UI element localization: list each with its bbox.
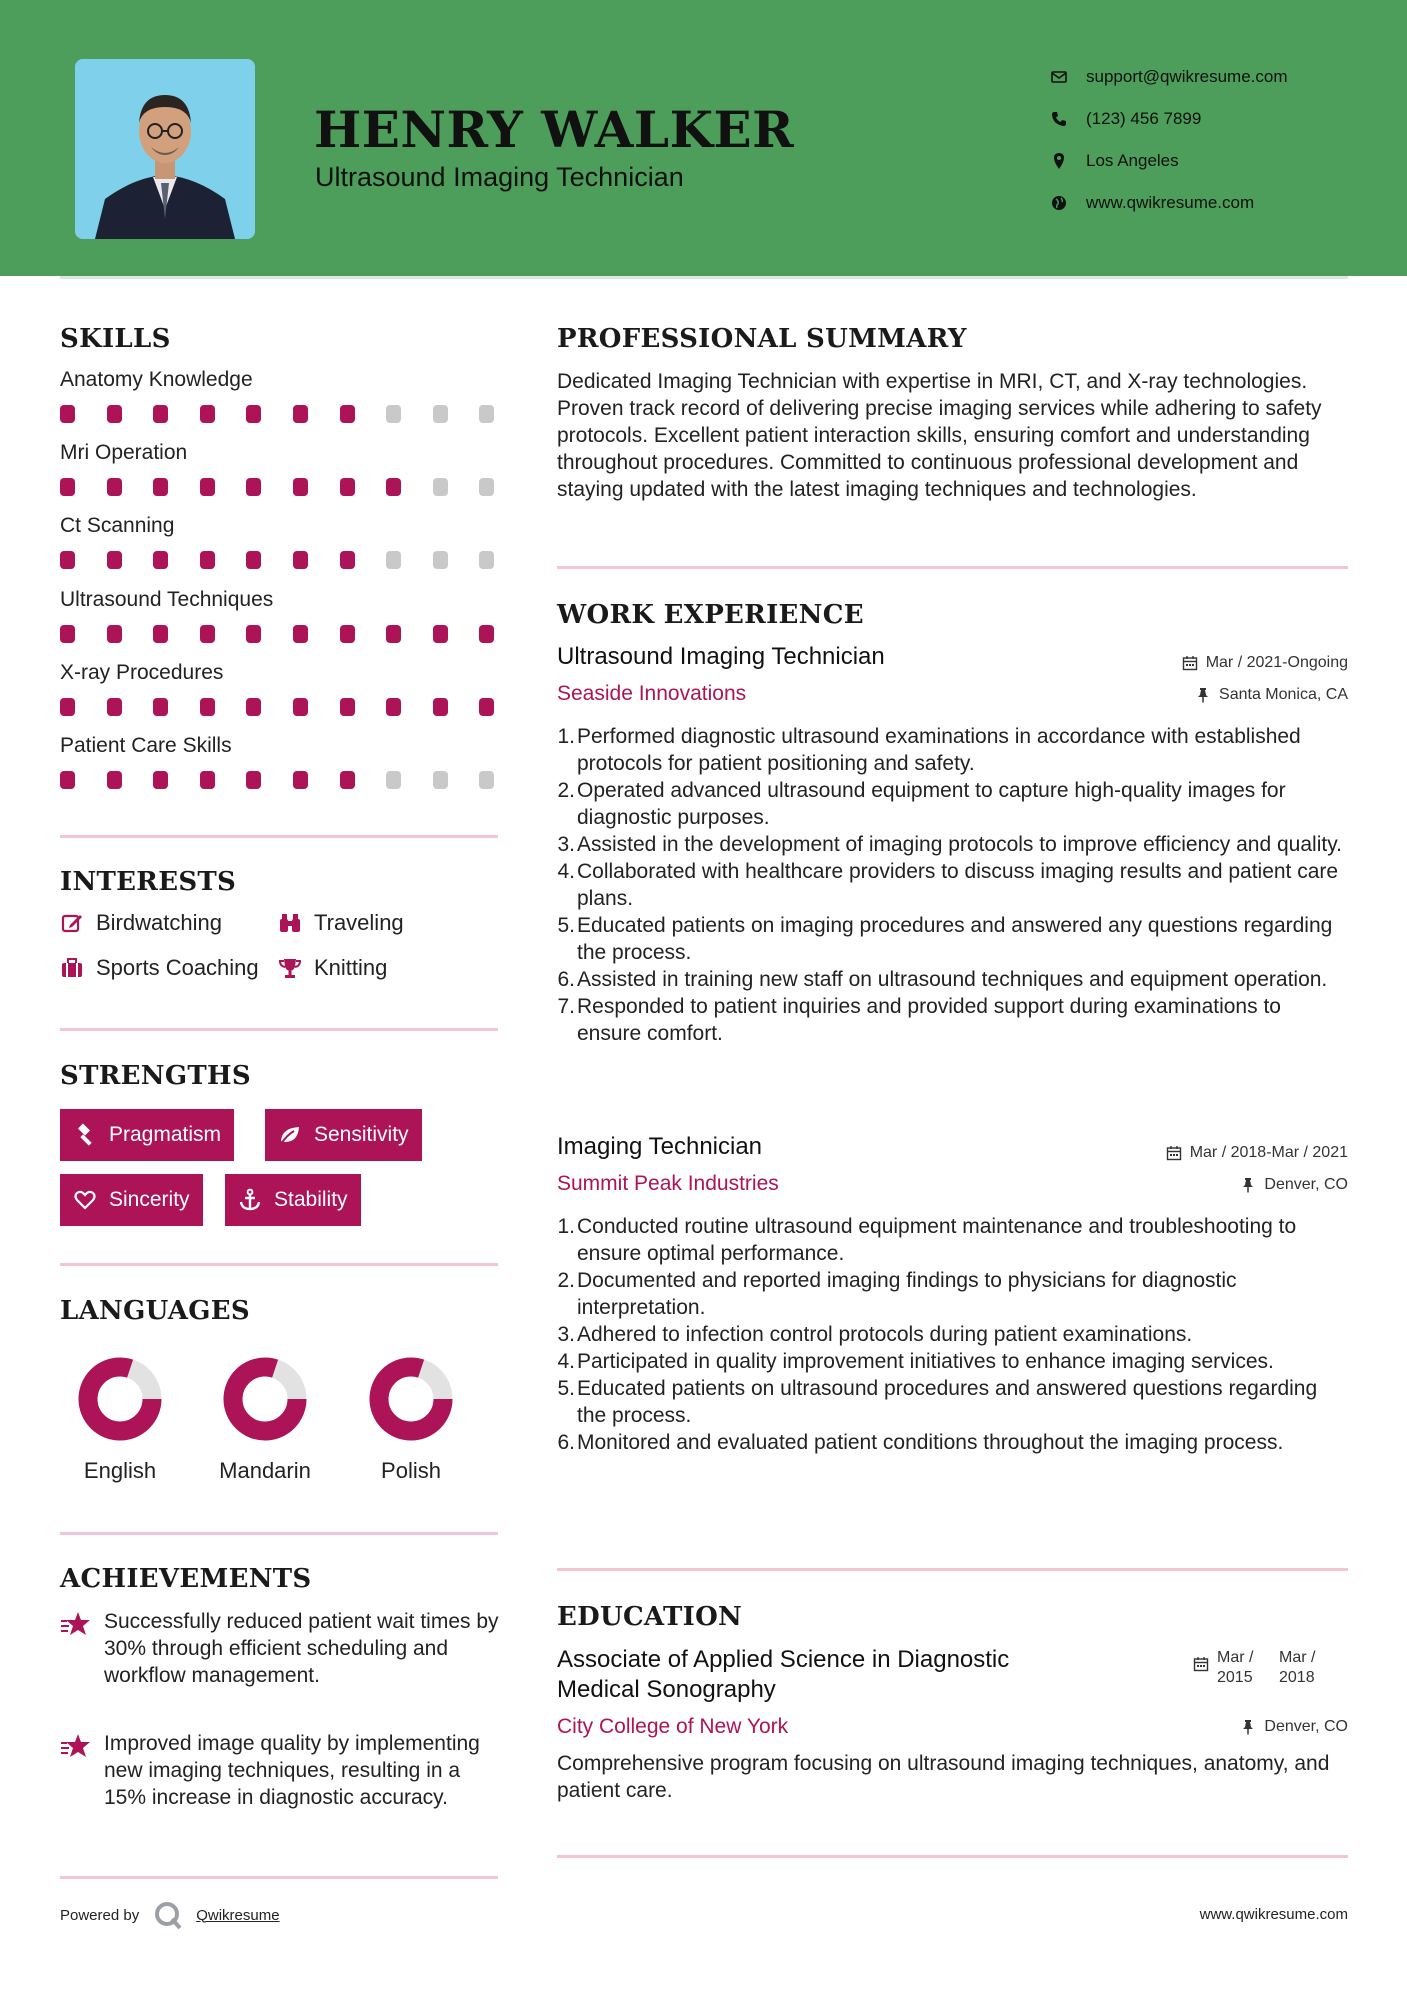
calendar-icon (1182, 655, 1198, 671)
skill-dot-filled (479, 698, 494, 716)
strength-badge (60, 1174, 203, 1226)
skill-dot-filled (340, 405, 355, 423)
job-dates-text: Mar / 2021-Ongoing (1205, 654, 1348, 671)
skill-dot-filled (153, 405, 168, 423)
footer-url[interactable]: www.qwikresume.com (1199, 1906, 1348, 1923)
job-duties (557, 723, 1347, 1047)
job-duties (557, 1213, 1347, 1456)
duty-item (557, 993, 1347, 1047)
education-description: Comprehensive program focusing on ultrasound imaging techniques, anatomy, and patient care. (557, 1752, 1330, 1802)
heart-icon (73, 1188, 97, 1212)
job-title: Imaging Technician (557, 1133, 763, 1160)
section-divider (60, 1263, 498, 1266)
job-dates (1182, 654, 1348, 672)
skill-name: Patient Care Skills (60, 734, 232, 757)
header-banner (0, 0, 1407, 276)
education-heading: EDUCATION (557, 1602, 743, 1632)
skill-dot-empty (479, 771, 494, 789)
duty-item (557, 912, 1347, 966)
education-end-month: Mar / (1279, 1649, 1316, 1666)
job-dates (1166, 1144, 1348, 1162)
strength-badge (60, 1109, 234, 1161)
duty-number: 5 . (557, 1375, 575, 1429)
duty-number: 6 . (557, 1429, 575, 1456)
achievement-text: Successfully reduced patient wait times by 30% through efficient scheduling and workflow management. (104, 1610, 499, 1687)
duty-number: 1 . (557, 723, 575, 777)
skill-dot-filled (107, 698, 122, 716)
contact-email-text: support@qwikresume.com (1086, 67, 1288, 86)
section-divider (60, 1876, 498, 1879)
duty-item (557, 777, 1347, 831)
map-marker-icon (1050, 152, 1068, 170)
education-dates (1193, 1648, 1335, 1688)
globe-icon (1050, 194, 1068, 212)
section-divider (557, 1855, 1348, 1858)
skill-dot-empty (433, 478, 448, 496)
skill-dot-filled (433, 625, 448, 643)
skill-dot-filled (340, 551, 355, 569)
skill-dot-filled (153, 551, 168, 569)
suitcase-icon (60, 956, 84, 980)
gavel-icon (73, 1123, 97, 1147)
strength-label: Sensitivity (314, 1123, 409, 1146)
duty-item (557, 1348, 1347, 1375)
language-item (356, 1356, 466, 1484)
language-item (210, 1356, 320, 1484)
education-location-text: Denver, CO (1264, 1718, 1348, 1735)
duty-item (557, 1321, 1347, 1348)
duty-item (557, 1429, 1347, 1456)
skill-dot-filled (246, 551, 261, 569)
achievement-item (60, 1730, 500, 1811)
strength-badge (265, 1109, 422, 1161)
skill-dot-filled (340, 478, 355, 496)
achievement-text: Improved image quality by implementing new imaging techniques, resulting in a 15% increase in diagnostic accuracy. (104, 1732, 480, 1809)
skill-name: Anatomy Knowledge (60, 368, 253, 391)
trophy-icon (278, 956, 302, 980)
skill-dot-filled (153, 698, 168, 716)
skill-dot-empty (479, 405, 494, 423)
skill-dot-filled (386, 698, 401, 716)
job-company: Summit Peak Industries (557, 1172, 779, 1195)
skill-dot-filled (107, 478, 122, 496)
interest-item (278, 955, 387, 981)
skill-dot-filled (60, 478, 75, 496)
language-proficiency-donut (77, 1356, 163, 1442)
footer-powered-by (60, 1900, 280, 1930)
duty-item (557, 831, 1347, 858)
interest-label: Birdwatching (96, 910, 222, 935)
duty-item (557, 723, 1347, 777)
language-proficiency-donut (222, 1356, 308, 1442)
pushpin-icon (1195, 687, 1211, 703)
duty-text: Participated in quality improvement initiatives to enhance imaging services. (577, 1350, 1274, 1373)
skill-dot-filled (340, 698, 355, 716)
skill-dot-filled (60, 405, 75, 423)
skill-name: Ct Scanning (60, 514, 175, 537)
job-location (1240, 1176, 1348, 1194)
strength-label: Sincerity (109, 1188, 190, 1211)
candidate-name: HENRY WALKER (314, 100, 795, 159)
edit-icon (60, 911, 84, 935)
duty-number: 3 . (557, 1321, 575, 1348)
skill-dot-filled (60, 771, 75, 789)
duty-number: 7 . (557, 993, 575, 1047)
duty-text: Documented and reported imaging findings to physicians for diagnostic interpretation. (577, 1269, 1237, 1319)
skill-dot-empty (386, 405, 401, 423)
profile-photo (75, 59, 255, 239)
language-label: Polish (381, 1458, 441, 1483)
skill-rating (60, 771, 498, 789)
skill-dot-filled (433, 698, 448, 716)
skill-dot-filled (153, 478, 168, 496)
interest-item (60, 910, 222, 936)
education-start-year: 2015 (1217, 1669, 1253, 1686)
skill-dot-empty (433, 551, 448, 569)
strength-label: Stability (274, 1188, 348, 1211)
interest-label: Traveling (314, 910, 404, 935)
education-school: City College of New York (557, 1715, 789, 1738)
skill-dot-filled (200, 405, 215, 423)
skill-dot-filled (200, 771, 215, 789)
contact-website-text: www.qwikresume.com (1086, 193, 1255, 212)
duty-number: 6 . (557, 966, 575, 993)
qwikresume-link[interactable]: Qwikresume (196, 1906, 280, 1924)
duty-number: 2 . (557, 777, 575, 831)
duty-item (557, 1375, 1347, 1429)
duty-item (557, 966, 1347, 993)
interest-label: Sports Coaching (96, 955, 259, 980)
skill-dot-filled (246, 405, 261, 423)
interest-label: Knitting (314, 955, 388, 980)
skills-heading: SKILLS (60, 324, 171, 354)
experience-heading: WORK EXPERIENCE (557, 600, 864, 630)
skill-rating (60, 698, 498, 716)
person-portrait-icon (75, 59, 255, 239)
skill-dot-filled (386, 625, 401, 643)
phone-icon (1050, 110, 1068, 128)
language-label: Mandarin (219, 1458, 311, 1483)
duty-number: 1 . (557, 1213, 575, 1267)
summary-heading: PROFESSIONAL SUMMARY (557, 324, 967, 354)
pushpin-icon (1240, 1719, 1256, 1735)
skill-dot-filled (60, 698, 75, 716)
calendar-icon (1193, 1656, 1209, 1672)
section-divider (60, 1532, 498, 1535)
duty-number: 5 . (557, 912, 575, 966)
star-icon (60, 1732, 92, 1760)
skill-dot-filled (293, 405, 308, 423)
job-location-text: Santa Monica, CA (1219, 686, 1348, 703)
skill-dot-filled (293, 551, 308, 569)
interests-heading: INTERESTS (60, 867, 237, 897)
header-divider (60, 276, 1348, 279)
education-end (1275, 1648, 1335, 1688)
skill-dot-filled (107, 551, 122, 569)
strengths-heading: STRENGTHS (60, 1061, 251, 1091)
skill-name: X-ray Procedures (60, 661, 224, 684)
section-divider (60, 835, 498, 838)
strength-label: Pragmatism (109, 1123, 222, 1146)
duty-text: Adhered to infection control protocols during patient examinations. (577, 1323, 1193, 1346)
skill-name: Ultrasound Techniques (60, 588, 274, 611)
summary-text: Dedicated Imaging Technician with expertise in MRI, CT, and X-ray technologies. Proven track record of delivering precise imaging services while adhering to safety protocols. Excellent patient interaction skills, ensuring comfort and understanding throughout procedures. Committed to continuous professional development and staying updated with the latest imaging techniques and technologies. (557, 370, 1322, 501)
skill-dot-filled (246, 478, 261, 496)
education-degree-line1: Associate of Applied Science in Diagnostic (557, 1646, 1010, 1673)
language-label: English (83, 1458, 157, 1483)
duty-item (557, 1267, 1347, 1321)
envelope-icon (1050, 68, 1068, 86)
skill-dot-filled (340, 625, 355, 643)
contact-email[interactable] (1050, 56, 1288, 98)
leaf-icon (278, 1123, 302, 1147)
skill-rating (60, 478, 498, 496)
skill-dot-filled (246, 625, 261, 643)
contact-phone[interactable] (1050, 98, 1288, 140)
education-end-year: 2018 (1279, 1669, 1315, 1686)
duty-text: Conducted routine ultrasound equipment maintenance and troubleshooting to ensure optimal performance. (577, 1215, 1297, 1265)
duty-number: 4 . (557, 858, 575, 912)
skill-dot-filled (200, 551, 215, 569)
pushpin-icon (1240, 1177, 1256, 1193)
duty-number: 4 . (557, 1348, 575, 1375)
skill-dot-filled (153, 771, 168, 789)
achievements-heading: ACHIEVEMENTS (60, 1564, 312, 1594)
section-divider (557, 1568, 1348, 1571)
candidate-title: Ultrasound Imaging Technician (315, 162, 684, 192)
duty-text: Assisted in training new staff on ultrasound techniques and equipment operation. (577, 968, 1328, 991)
duty-text: Performed diagnostic ultrasound examinations in accordance with established protocols for patient positioning and safety. (577, 725, 1301, 775)
skill-dot-filled (107, 405, 122, 423)
strength-badge (225, 1174, 361, 1226)
duty-text: Monitored and evaluated patient conditions throughout the imaging process. (577, 1431, 1284, 1454)
skill-dot-filled (60, 551, 75, 569)
skill-dot-empty (433, 405, 448, 423)
skill-dot-empty (479, 551, 494, 569)
interest-item (278, 910, 404, 936)
contact-location-text: Los Angeles (1086, 151, 1179, 170)
duty-item (557, 1213, 1347, 1267)
language-item (65, 1356, 175, 1484)
skill-dot-filled (107, 625, 122, 643)
job-title: Ultrasound Imaging Technician (557, 643, 885, 670)
powered-by-label: Powered by (60, 1906, 140, 1924)
skill-dot-filled (386, 478, 401, 496)
duty-text: Operated advanced ultrasound equipment to capture high-quality images for diagnostic purposes. (577, 779, 1286, 829)
interest-item (60, 955, 259, 981)
duty-number: 3 . (557, 831, 575, 858)
job-location-text: Denver, CO (1264, 1176, 1348, 1193)
skill-dot-filled (200, 478, 215, 496)
duty-text: Collaborated with healthcare providers to discuss imaging results and patient care plans. (577, 860, 1339, 910)
skill-dot-filled (246, 771, 261, 789)
skill-dot-filled (60, 625, 75, 643)
education-start (1217, 1648, 1275, 1688)
education-degree-line2: Medical Sonography (557, 1676, 776, 1703)
duty-text: Educated patients on ultrasound procedures and answered questions regarding the process. (577, 1377, 1318, 1427)
duty-number: 2 . (557, 1267, 575, 1321)
section-divider (557, 566, 1348, 569)
contact-website[interactable] (1050, 182, 1288, 224)
duty-text: Assisted in the development of imaging protocols to improve efficiency and quality. (577, 833, 1342, 856)
skill-dot-filled (340, 771, 355, 789)
skill-dot-filled (200, 698, 215, 716)
skill-dot-empty (479, 478, 494, 496)
duty-text: Educated patients on imaging procedures and answered any questions regarding the process. (577, 914, 1333, 964)
skill-dot-empty (386, 771, 401, 789)
contact-list (1050, 56, 1288, 224)
skill-name: Mri Operation (60, 441, 188, 464)
contact-location (1050, 140, 1288, 182)
section-divider (60, 1028, 498, 1031)
skill-rating (60, 625, 498, 643)
job-dates-text: Mar / 2018-Mar / 2021 (1189, 1144, 1348, 1161)
duty-item (557, 858, 1347, 912)
job-company: Seaside Innovations (557, 682, 747, 705)
achievement-item (60, 1608, 500, 1689)
languages-heading: LANGUAGES (60, 1296, 250, 1326)
education-location (1240, 1718, 1348, 1736)
education-start-month: Mar / (1217, 1649, 1254, 1666)
calendar-icon (1166, 1145, 1182, 1161)
contact-phone-text: (123) 456 7899 (1086, 109, 1202, 128)
skill-dot-filled (107, 771, 122, 789)
skill-dot-filled (246, 698, 261, 716)
skill-dot-filled (293, 478, 308, 496)
skill-dot-empty (433, 771, 448, 789)
anchor-icon (238, 1188, 262, 1212)
skill-rating (60, 551, 498, 569)
qwikresume-logo-icon (153, 1900, 183, 1930)
job-location (1195, 686, 1348, 704)
skill-dot-empty (386, 551, 401, 569)
skill-dot-filled (153, 625, 168, 643)
education-degree (557, 1645, 1009, 1705)
language-proficiency-donut (368, 1356, 454, 1442)
duty-text: Responded to patient inquiries and provided support during examinations to ensure comfort. (577, 995, 1281, 1045)
binoculars-icon (278, 911, 302, 935)
star-icon (60, 1610, 92, 1638)
skill-dot-filled (293, 771, 308, 789)
skill-dot-filled (479, 625, 494, 643)
skill-dot-filled (293, 698, 308, 716)
skill-dot-filled (293, 625, 308, 643)
skill-rating (60, 405, 498, 423)
skill-dot-filled (200, 625, 215, 643)
